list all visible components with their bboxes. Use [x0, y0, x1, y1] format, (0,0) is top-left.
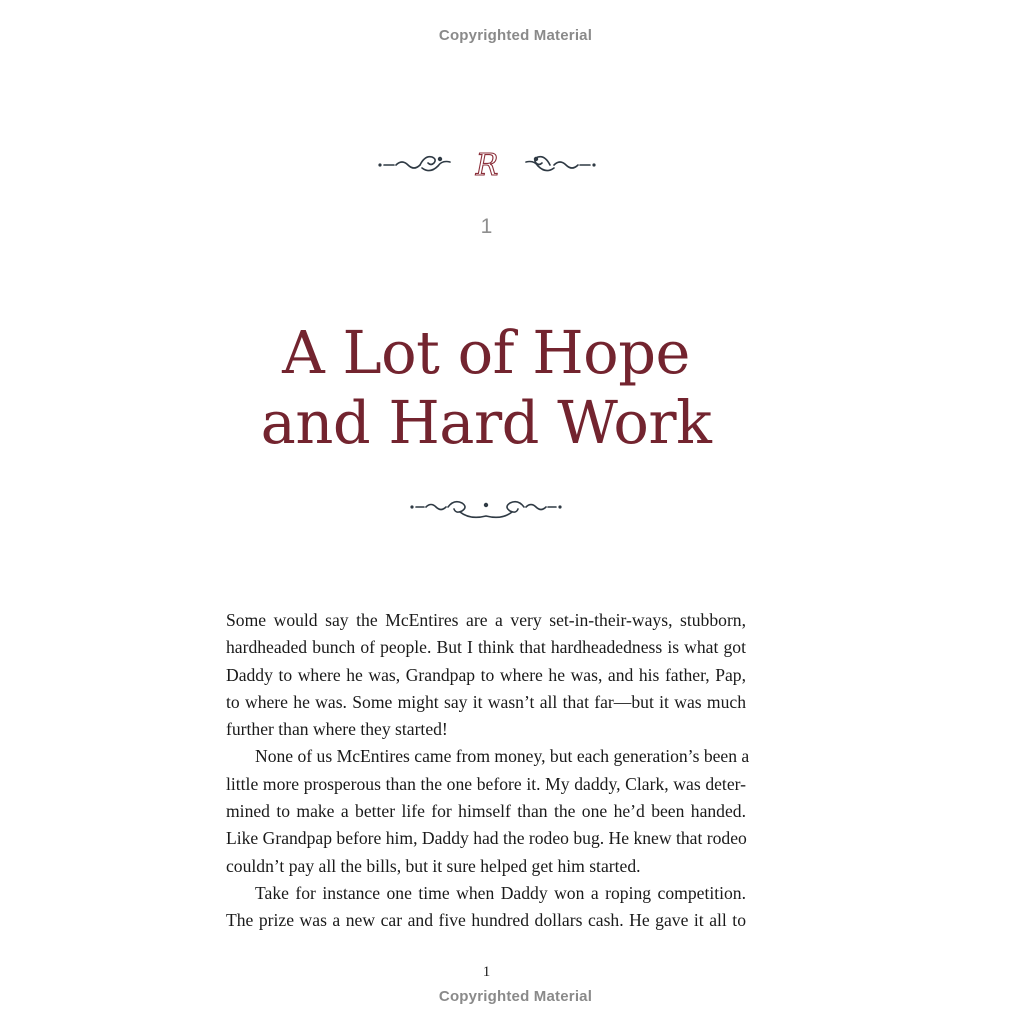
text-line: little more prosperous than the one before it. My daddy, Clark, was deter- — [226, 773, 746, 794]
text-line: None of us McEntires came from money, but each generation’s been a — [255, 746, 750, 767]
chapter-title — [186, 318, 786, 458]
text-line: couldn’t pay all the bills, but it sure helped get him started. — [226, 855, 641, 876]
ornament-divider-top — [376, 146, 598, 182]
chapter-title-line-1: A Lot of Hope — [282, 317, 690, 387]
text-line: to where he was. Some might say it wasn’t all that far—but it was much — [226, 691, 746, 712]
text-line: The prize was a new car and five hundred dollars cash. He gave it all to — [226, 910, 746, 931]
text-line: hardheaded bunch of people. But I think that hardheadedness is what got — [226, 637, 746, 658]
chapter-number: 1 — [480, 215, 493, 238]
body-text — [226, 607, 750, 935]
chapter-title-line-2: and Hard Work — [260, 387, 712, 457]
text-line: Some would say the McEntires are a very set-in-their-ways, stubborn, — [226, 610, 746, 630]
text-line: further than where they started! — [226, 719, 448, 740]
text-line: Take for instance one time when Daddy won a roping competition. — [255, 882, 746, 903]
paragraph-2 — [226, 743, 750, 879]
ornament-initial: R — [475, 148, 499, 182]
page-number: 1 — [482, 964, 491, 980]
copyright-watermark-top: Copyrighted Material — [438, 27, 593, 44]
text-line: Like Grandpap before him, Daddy had the rodeo bug. He knew that rodeo — [226, 828, 747, 849]
text-line: Daddy to where he was, Grandpap to where he was, and his father, Pap, — [226, 664, 746, 685]
ornament-divider-bottom — [408, 496, 564, 522]
paragraph-1 — [226, 607, 746, 743]
paragraph-3 — [226, 880, 746, 935]
copyright-watermark-bottom: Copyrighted Material — [438, 988, 593, 1005]
text-line: mined to make a better life for himself than the one he’d been handed. — [226, 801, 746, 822]
